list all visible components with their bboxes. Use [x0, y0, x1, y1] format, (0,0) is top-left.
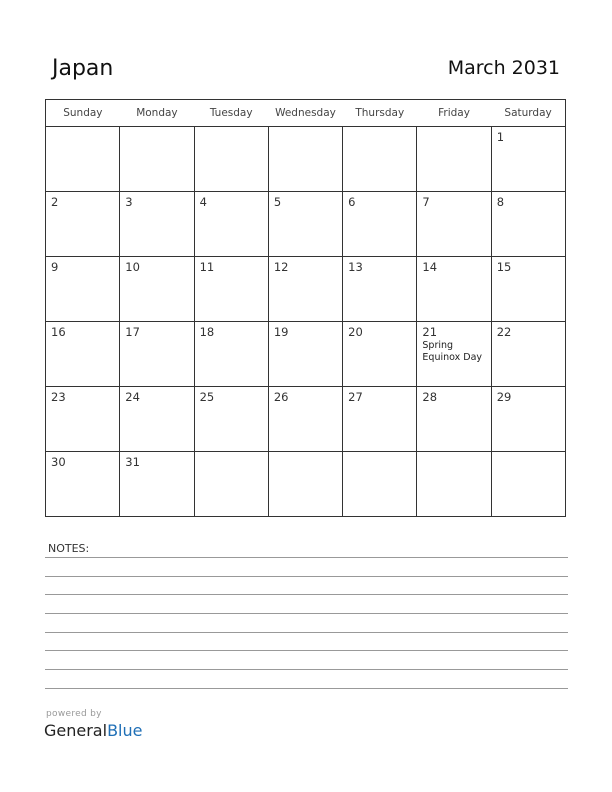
notes-line [45, 613, 568, 614]
day-cell [491, 192, 565, 257]
day-cell [417, 127, 491, 192]
day-cell [268, 127, 342, 192]
day-number: 27 [348, 390, 363, 404]
weekday-header: Thursday [343, 100, 417, 127]
day-number: 4 [199, 195, 207, 209]
week-row [46, 192, 566, 257]
day-number: 30 [51, 455, 66, 469]
day-number: 23 [51, 390, 66, 404]
day-number: 3 [125, 195, 133, 209]
notes-line [45, 557, 568, 558]
day-cell [268, 322, 342, 387]
weekday-header: Monday [120, 100, 194, 127]
day-number: 6 [348, 195, 356, 209]
day-number: 18 [199, 325, 215, 339]
day-cell [46, 257, 120, 322]
day-number: 31 [125, 455, 140, 469]
day-cell [46, 322, 120, 387]
month-title: March 2031 [447, 57, 560, 79]
day-number: 28 [422, 390, 438, 404]
day-number: 19 [273, 325, 289, 339]
day-cell [194, 452, 268, 517]
day-number: 5 [273, 195, 282, 209]
day-cell [194, 192, 268, 257]
brand-blue: Blue [107, 721, 143, 740]
week-row [46, 387, 566, 452]
week-row [46, 452, 566, 517]
day-cell [120, 127, 194, 192]
day-number: 17 [125, 325, 140, 339]
week-row [46, 127, 566, 192]
day-cell [120, 322, 194, 387]
notes-line [45, 650, 568, 651]
day-cell [120, 192, 194, 257]
week-row [46, 322, 566, 387]
day-number: 16 [51, 325, 66, 339]
day-cell [417, 387, 491, 452]
day-cell [268, 387, 342, 452]
day-cell [46, 387, 120, 452]
brand-general: General [44, 721, 108, 740]
day-number: 14 [422, 260, 438, 274]
day-number: 10 [125, 260, 140, 274]
day-number: 12 [273, 260, 289, 274]
day-cell [417, 452, 491, 517]
day-number: 26 [273, 390, 289, 404]
day-cell [417, 322, 491, 387]
day-cell [120, 257, 194, 322]
day-number: 25 [199, 390, 215, 404]
calendar-grid [45, 99, 566, 517]
day-cell [194, 322, 268, 387]
day-cell [343, 127, 417, 192]
holiday-label: Spring Equinox Day [422, 340, 483, 363]
day-cell [491, 127, 565, 192]
day-cell [194, 387, 268, 452]
day-cell [417, 257, 491, 322]
notes-line [45, 688, 568, 689]
day-cell [46, 127, 120, 192]
day-cell [343, 192, 417, 257]
notes-line [45, 576, 568, 577]
day-number: 7 [422, 195, 430, 209]
day-cell [268, 257, 342, 322]
day-cell [343, 452, 417, 517]
day-number: 29 [496, 390, 512, 404]
generalblue-logo[interactable] [44, 721, 142, 740]
day-number: 20 [348, 325, 363, 339]
notes-line [45, 669, 568, 670]
day-number: 21 [422, 325, 438, 339]
day-cell [268, 192, 342, 257]
day-number: 13 [348, 260, 363, 274]
day-cell [120, 452, 194, 517]
day-number: 8 [496, 195, 505, 209]
day-cell [343, 257, 417, 322]
day-number: 22 [496, 325, 512, 339]
notes-label: NOTES: [48, 542, 90, 555]
day-cell [343, 322, 417, 387]
powered-by-text: powered by [46, 709, 102, 719]
day-cell [491, 387, 565, 452]
day-number: 1 [496, 130, 505, 144]
day-cell [194, 257, 268, 322]
day-number: 9 [51, 260, 59, 274]
day-cell [120, 387, 194, 452]
day-number: 15 [496, 260, 512, 274]
day-cell [46, 192, 120, 257]
weekday-header: Saturday [491, 100, 565, 127]
weekday-header: Sunday [46, 100, 120, 127]
notes-line [45, 594, 568, 595]
day-cell [343, 387, 417, 452]
weekday-header: Wednesday [268, 100, 342, 127]
day-cell [46, 452, 120, 517]
weekday-header-row [46, 100, 566, 127]
day-cell [491, 257, 565, 322]
country-title: Japan [52, 56, 114, 81]
weekday-header: Friday [417, 100, 491, 127]
day-cell [491, 322, 565, 387]
day-number: 24 [125, 390, 140, 404]
day-cell [268, 452, 342, 517]
day-number: 11 [199, 260, 215, 274]
day-number: 2 [51, 195, 59, 209]
day-cell [417, 192, 491, 257]
day-cell [491, 452, 565, 517]
weekday-header: Tuesday [194, 100, 268, 127]
week-row [46, 257, 566, 322]
day-cell [194, 127, 268, 192]
notes-line [45, 632, 568, 633]
